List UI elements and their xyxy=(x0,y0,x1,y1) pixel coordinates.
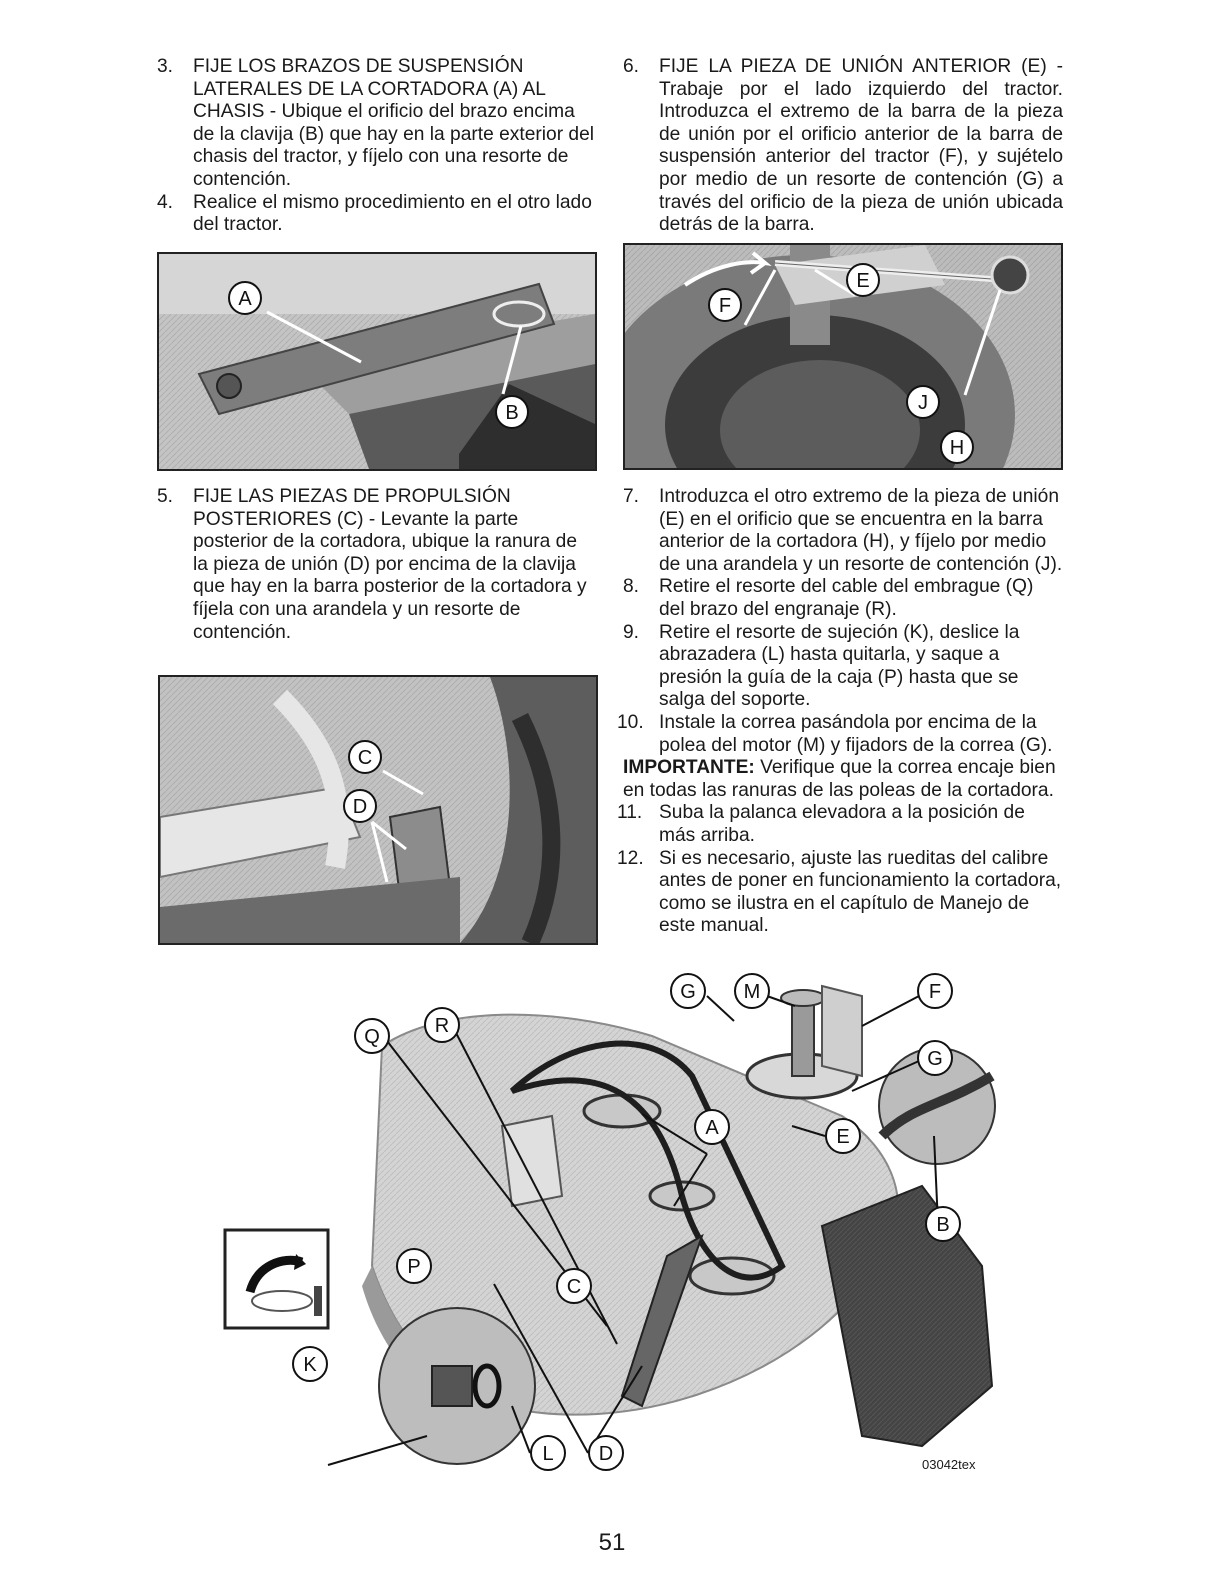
callout-h xyxy=(941,431,973,463)
right-column-upper xyxy=(623,56,1063,237)
right-column-lower xyxy=(617,486,1063,938)
callout-g-top xyxy=(671,974,705,1008)
svg-text:M: M xyxy=(743,981,761,1003)
figure-front-link xyxy=(623,243,1063,470)
callout-q xyxy=(355,1019,389,1053)
important-label: IMPORTANTE: xyxy=(623,757,755,779)
step-9-text: Retire el resorte de sujeción (K), deslice la abrazadera (L) hasta quitarla, y saque a presión la guía de la caja (P) hasta que se salga del soporte. xyxy=(659,621,1020,711)
step-12: 12. Si es necesario, ajuste las rueditas del calibre antes de poner en funcionamiento la cortadora, como se ilustra en el capítulo de Manejo de este manual. xyxy=(617,847,1062,937)
svg-text:C: C xyxy=(566,1276,582,1298)
svg-text:F: F xyxy=(718,295,732,317)
callout-b xyxy=(496,396,528,428)
page-number: 51 xyxy=(598,1529,626,1556)
step-9: 9. Retire el resorte de sujeción (K), deslice la abrazadera (L) hasta quitarla, y saque a presión la guía de la caja (P) hasta que se salga del soporte. xyxy=(623,621,1020,711)
svg-text:H: H xyxy=(949,437,965,459)
step-8: 8. Retire el resorte del cable del embrague (Q) del brazo del engranaje (R). xyxy=(623,576,1034,620)
step-3: 3. FIJE LOS BRAZOS DE SUSPENSIÓN LATERALES DE LA CORTADORA (A) AL CHASIS - Ubique el orificio del brazo encima de la clavija (B) que hay en la parte exterior del chasis del tractor, y fíjelo con una resorte de contención. xyxy=(157,56,595,190)
svg-text:B: B xyxy=(936,1214,950,1236)
step-11-text: Suba la palanca elevadora a la posición de más arriba. xyxy=(659,802,1025,846)
callout-e xyxy=(847,264,879,296)
step-3-text: FIJE LOS BRAZOS DE SUSPENSIÓN LATERALES DE LA CORTADORA (A) AL CHASIS - Ubique el orificio del brazo encima de la clavija (B) que hay en la parte exterior del chasis del tractor, y fíjelo con una resorte de contención. xyxy=(193,56,595,190)
svg-text:P: P xyxy=(407,1256,421,1278)
callout-f xyxy=(709,289,741,321)
step-5-text: FIJE LAS PIEZAS DE PROPULSIÓN POSTERIORES (C) - Levante la parte posterior de la cortadora, ubique la ranura de la pieza de unión (D) por encima de la clavija que hay en la barra posterior de la cortadora y fíjela con una arandela y un resorte de contención. xyxy=(193,486,587,643)
svg-text:C: C xyxy=(357,747,373,769)
callout-c-main xyxy=(557,1269,591,1303)
callout-k xyxy=(293,1347,327,1381)
step-4-text: Realice el mismo procedimiento en el otro lado del tractor. xyxy=(193,191,592,236)
callout-c xyxy=(349,741,381,773)
step-4: 4. Realice el mismo procedimiento en el otro lado del tractor. xyxy=(157,191,592,236)
callout-r xyxy=(425,1008,459,1042)
callout-a-main xyxy=(695,1110,729,1144)
svg-text:B: B xyxy=(505,402,519,424)
step-8-text: Retire el resorte del cable del embrague (Q) del brazo del engranaje (R). xyxy=(659,576,1034,620)
callout-l xyxy=(531,1436,565,1470)
left-column-lower xyxy=(157,486,597,644)
svg-text:D: D xyxy=(352,796,368,818)
callout-m xyxy=(735,974,769,1008)
step-6: 6. FIJE LA PIEZA DE UNIÓN ANTERIOR (E) - Trabaje por el lado izquierdo del tractor. Introduzca el extremo de la barra de la pieza de unión por el orificio anterior de la barra de suspensión anterior del tractor (F), y sujételo por medio de un resorte de contención (G) a través del orificio de la pieza de unión ubicada detrás de la barra. xyxy=(623,56,1063,236)
figure-rear-drive xyxy=(158,675,598,945)
svg-text:D: D xyxy=(598,1443,614,1465)
important-text: Verifique que la correa encaje bien en todas las ranuras de las poleas de la cortadora. xyxy=(623,757,1056,801)
svg-text:R: R xyxy=(434,1015,450,1037)
figure-suspension-arm xyxy=(157,252,597,471)
svg-text:G: G xyxy=(680,981,696,1003)
step-11: 11. Suba la palanca elevadora a la posición de más arriba. xyxy=(617,802,1025,846)
svg-text:G: G xyxy=(927,1048,943,1070)
svg-text:E: E xyxy=(836,1126,850,1148)
figure-mower-deck xyxy=(222,966,1002,1486)
step-12-text: Si es necesario, ajuste las rueditas del calibre antes de poner en funcionamiento la cortadora, como se ilustra en el capítulo de Manejo de este manual. xyxy=(659,847,1062,937)
callout-d-main xyxy=(589,1436,623,1470)
svg-text:E: E xyxy=(856,270,870,292)
callout-a xyxy=(229,282,261,314)
callout-g-right xyxy=(918,1041,952,1075)
svg-text:A: A xyxy=(705,1117,719,1139)
step-7-text: Introduzca el otro extremo de la pieza de unión (E) en el orificio que se encuentra en la barra anterior de la cortadora (H), y fíjelo por medio de una arandela y un resorte de contención (J). xyxy=(659,486,1063,575)
callout-d xyxy=(344,790,376,822)
callout-b-main xyxy=(926,1207,960,1241)
callout-j xyxy=(907,386,939,418)
svg-text:F: F xyxy=(928,981,942,1003)
step-10-text: Instale la correa pasándola por encima de la polea del motor (M) y fijadors de la correa (G). xyxy=(659,711,1053,756)
svg-text:J: J xyxy=(918,392,928,414)
svg-text:L: L xyxy=(542,1443,554,1465)
step-5: 5. FIJE LAS PIEZAS DE PROPULSIÓN POSTERIORES (C) - Levante la parte posterior de la cortadora, ubique la ranura de la pieza de unión (D) por encima de la clavija que hay en la barra posterior de la cortadora y fíjela con una arandela y un resorte de contención. xyxy=(157,486,587,643)
callout-f-main xyxy=(918,974,952,1008)
figure-code: 03042tex xyxy=(922,1457,976,1472)
callout-e-main xyxy=(826,1119,860,1153)
svg-text:K: K xyxy=(303,1354,317,1376)
left-column-upper xyxy=(157,56,597,237)
svg-text:A: A xyxy=(238,288,252,310)
svg-text:Q: Q xyxy=(364,1026,380,1048)
step-10: 10. Instale la correa pasándola por encima de la polea del motor (M) y fijadors de la correa (G). xyxy=(617,711,1053,756)
step-6-text: FIJE LA PIEZA DE UNIÓN ANTERIOR (E) - Trabaje por el lado izquierdo del tractor. Introduzca el extremo de la barra de la pieza de unión por el orificio anterior de la barra de suspensión anterior del tractor (F), y sujételo por medio de un resorte de contención (G) a través del orificio de la pieza de unión ubicada detrás de la barra. xyxy=(659,56,1063,236)
important-note xyxy=(623,757,1063,802)
callout-p xyxy=(397,1249,431,1283)
step-7: 7. Introduzca el otro extremo de la pieza de unión (E) en el orificio que se encuentra en la barra anterior de la cortadora (H), y fíjelo por medio de una arandela y un resorte de contención (J). xyxy=(623,486,1063,575)
